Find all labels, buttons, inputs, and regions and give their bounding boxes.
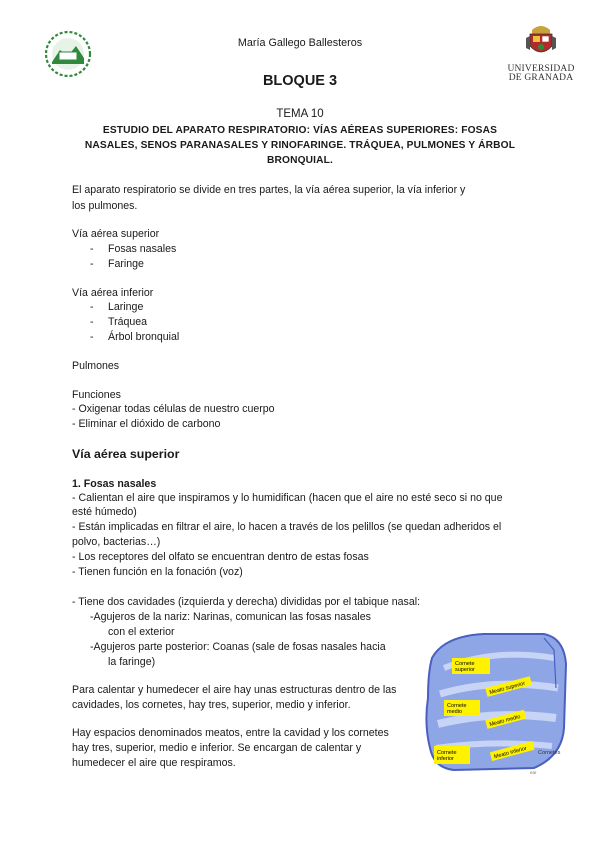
funcion-item: - Eliminar el dióxido de carbono	[72, 418, 221, 430]
fosas-line: - Los receptores del olfato se encuentran dentro de estas fosas	[72, 551, 369, 563]
fosas-line: - Están implicadas en filtrar el aire, lo hacen a través de los pelillos (se quedan adheridos el	[72, 521, 502, 533]
svg-text:Cornete: Cornete	[455, 661, 475, 667]
nasal-cavity-figure	[414, 628, 578, 778]
svg-text:Cornete: Cornete	[447, 703, 467, 709]
list-item: - Fosas nasales	[90, 243, 177, 255]
list-item: -Agujeros de la nariz: Narinas, comunican las fosas nasales	[90, 611, 371, 623]
bloque-title: BLOQUE 3	[262, 73, 338, 89]
svg-text:Meato medio: Meato medio	[488, 714, 522, 729]
intro-paragraph: El aparato respiratorio se divide en tres partes, la vía aérea superior, la vía inferior y los pulmones.	[72, 184, 466, 212]
list-item: - Árbol bronquial	[90, 331, 180, 343]
pulmones-label: Pulmones	[72, 360, 120, 372]
svg-text:Meato superior: Meato superior	[488, 680, 526, 697]
svg-text:Cornete: Cornete	[437, 750, 457, 756]
para-line: humedecer el aire que respiramos.	[72, 757, 236, 769]
fosas-line: polvo, bacterias…)	[72, 536, 161, 548]
tema-title: ESTUDIO DEL APARATO RESPIRATORIO: VÍAS AÉREAS SUPERIORES: FOSAS NASALES, SENOS PARANASALES Y RINOFARINGE. TRÁQUEA, PULMONES Y ÁRBOL BRONQUIAL.	[84, 125, 516, 166]
author-name: María Gallego Ballesteros	[237, 37, 363, 49]
university-name: UNIVERSIDAD DE GRANADA	[507, 64, 575, 83]
label-cornete-superior	[452, 658, 490, 674]
label-cornetes: Cornetes	[538, 750, 561, 756]
fosas-line: esté húmedo)	[72, 506, 137, 518]
cavidades-line: - Tiene dos cavidades (izquierda y derecha) divididas por el tabique nasal:	[72, 596, 421, 608]
para-line: Hay espacios denominados meatos, entre la cavidad y los cornetes	[72, 727, 389, 739]
fosas-line: - Tienen función en la fonación (voz)	[72, 566, 243, 578]
list-item-cont: la faringe)	[108, 656, 156, 668]
svg-text:Meato inferior: Meato inferior	[493, 745, 528, 761]
funcion-item: - Oxigenar todas células de nuestro cuerpo	[72, 403, 275, 415]
svg-text:superior: superior	[455, 667, 475, 673]
label-cornete-inferior	[434, 746, 470, 764]
funciones-heading: Funciones	[72, 389, 121, 401]
nasal-cavity-illustration	[414, 628, 578, 778]
via-superior-heading: Vía aérea superior	[72, 228, 160, 240]
list-item-cont: con el exterior	[108, 626, 175, 638]
fosas-heading: 1. Fosas nasales	[72, 478, 157, 490]
svg-text:medio: medio	[447, 709, 462, 715]
para-line: hay tres, superior, medio e inferior. Se encargan de calentar y	[72, 742, 362, 754]
list-item: - Faringe	[90, 258, 144, 270]
list-item: - Tráquea	[90, 316, 148, 328]
para-line: Para calentar y humedecer el aire hay unas estructuras dentro de las	[72, 684, 397, 696]
fosas-line: - Calientan el aire que inspiramos y lo humidifican (hacen que el aire no esté seco si no que	[72, 492, 503, 504]
list-item: - Laringe	[90, 301, 144, 313]
via-inferior-heading: Vía aérea inferior	[72, 287, 154, 299]
svg-text:inferior: inferior	[437, 756, 454, 762]
figure-caption: ear	[530, 770, 537, 775]
list-item: -Agujeros parte posterior: Coanas (sale de fosas nasales hacia	[90, 641, 386, 653]
label-cornete-medio	[444, 700, 480, 716]
para-line: cavidades, los cornetes, hay tres, superior, medio y inferior.	[72, 699, 351, 711]
section-title: Vía aérea superior	[72, 447, 180, 461]
tema-number: TEMA 10	[276, 108, 324, 120]
